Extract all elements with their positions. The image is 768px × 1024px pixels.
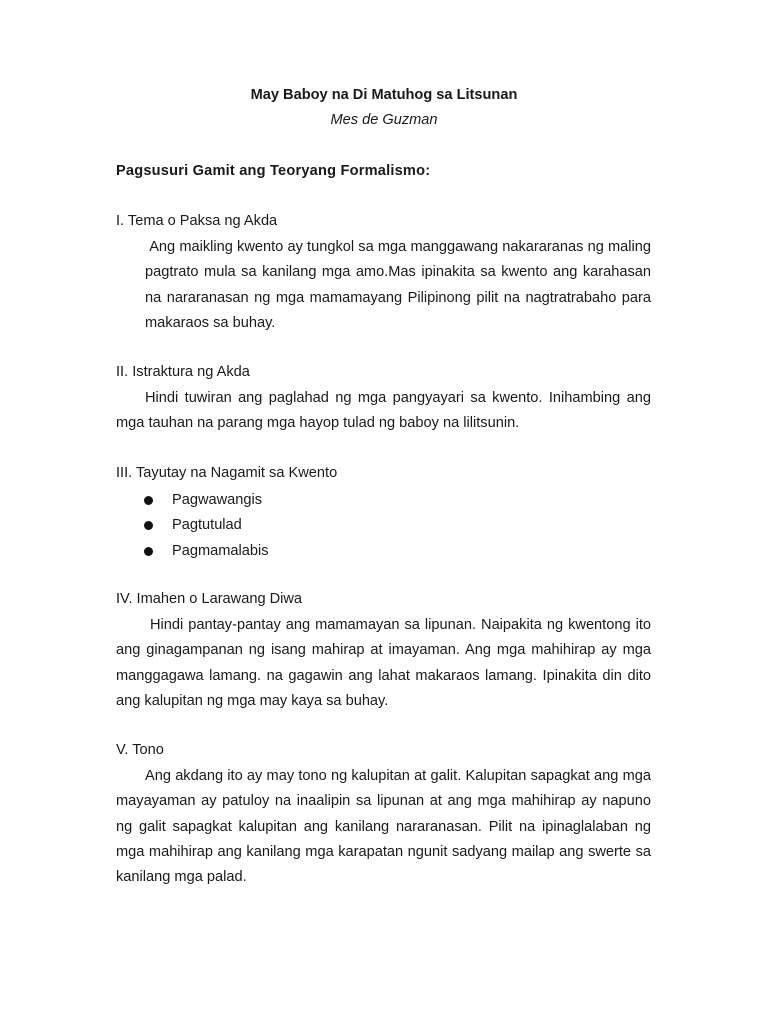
section-heading-istraktura: II. Istraktura ng Akda [116,364,250,380]
section-paragraph-tema: Ang maikling kwento ay tungkol sa mga manggawang nakararanas ng maling pagtrato mula sa kanilang mga amo.Mas ipinakita sa kwento ang karahasan na nararanasan ng mga mamamayang Pilipinong pilit na nagtratrabaho para makaraos sa buhay. [145,239,656,331]
bullet-text: Pagmamalabis [172,542,269,559]
list-item [143,513,269,538]
bullet-icon [144,547,153,556]
section-heading-tono: V. Tono [116,742,164,758]
document-author: Mes de Guzman [330,112,438,128]
section-heading-tema: I. Tema o Paksa ng Akda [116,213,278,229]
section-heading-tayutay: III. Tayutay na Nagamit sa Kwento [116,465,338,481]
document-title: May Baboy na Di Matuhog sa Litsunan [250,87,518,103]
bullet-text: Pagwawangis [172,492,263,508]
section-paragraph-istraktura: Hindi tuwiran ang paglahad ng mga pangyayari sa kwento. Inihambing ang mga tauhan na parang mga hayop tulad ng baboy na lilitsunin. [116,390,651,432]
section-paragraph-imahen: Hindi pantay-pantay ang mamamayan sa lipunan. Naipakita ng kwentong ito ang ginagampanan ng isang mahirap at imayaman. Ang mga mahihirap ay mga manggagawa lamang. na gagawin ang lahat makaraos lamang. Ipinakita din dito ang kalupitan ng mga may kaya sa buhay. [116,617,656,709]
tayutay-bullet-list [143,488,269,564]
analysis-heading: Pagsusuri Gamit ang Teoryang Formalismo: [116,163,431,179]
list-item [143,488,269,513]
bullet-icon [144,521,153,530]
bullet-icon [144,496,153,505]
list-item [143,539,269,564]
section-heading-imahen: IV. Imahen o Larawang Diwa [116,591,303,607]
section-paragraph-tono: Ang akdang ito ay may tono ng kalupitan at galit. Kalupitan sapagkat ang mga mayayaman ay patuloy na inaalipin sa lipunan at ang mga mahihirap ay napuno ng galit sapagkat kalupitan ang kanilang nararanasan. Pilit na ipinaglalaban ng mga mahihirap ang kanilang mga karapatan ngunit sadyang mailap ang swerte sa kanilang mga palad. [116,768,651,886]
bullet-text: Pagtutulad [172,517,242,534]
